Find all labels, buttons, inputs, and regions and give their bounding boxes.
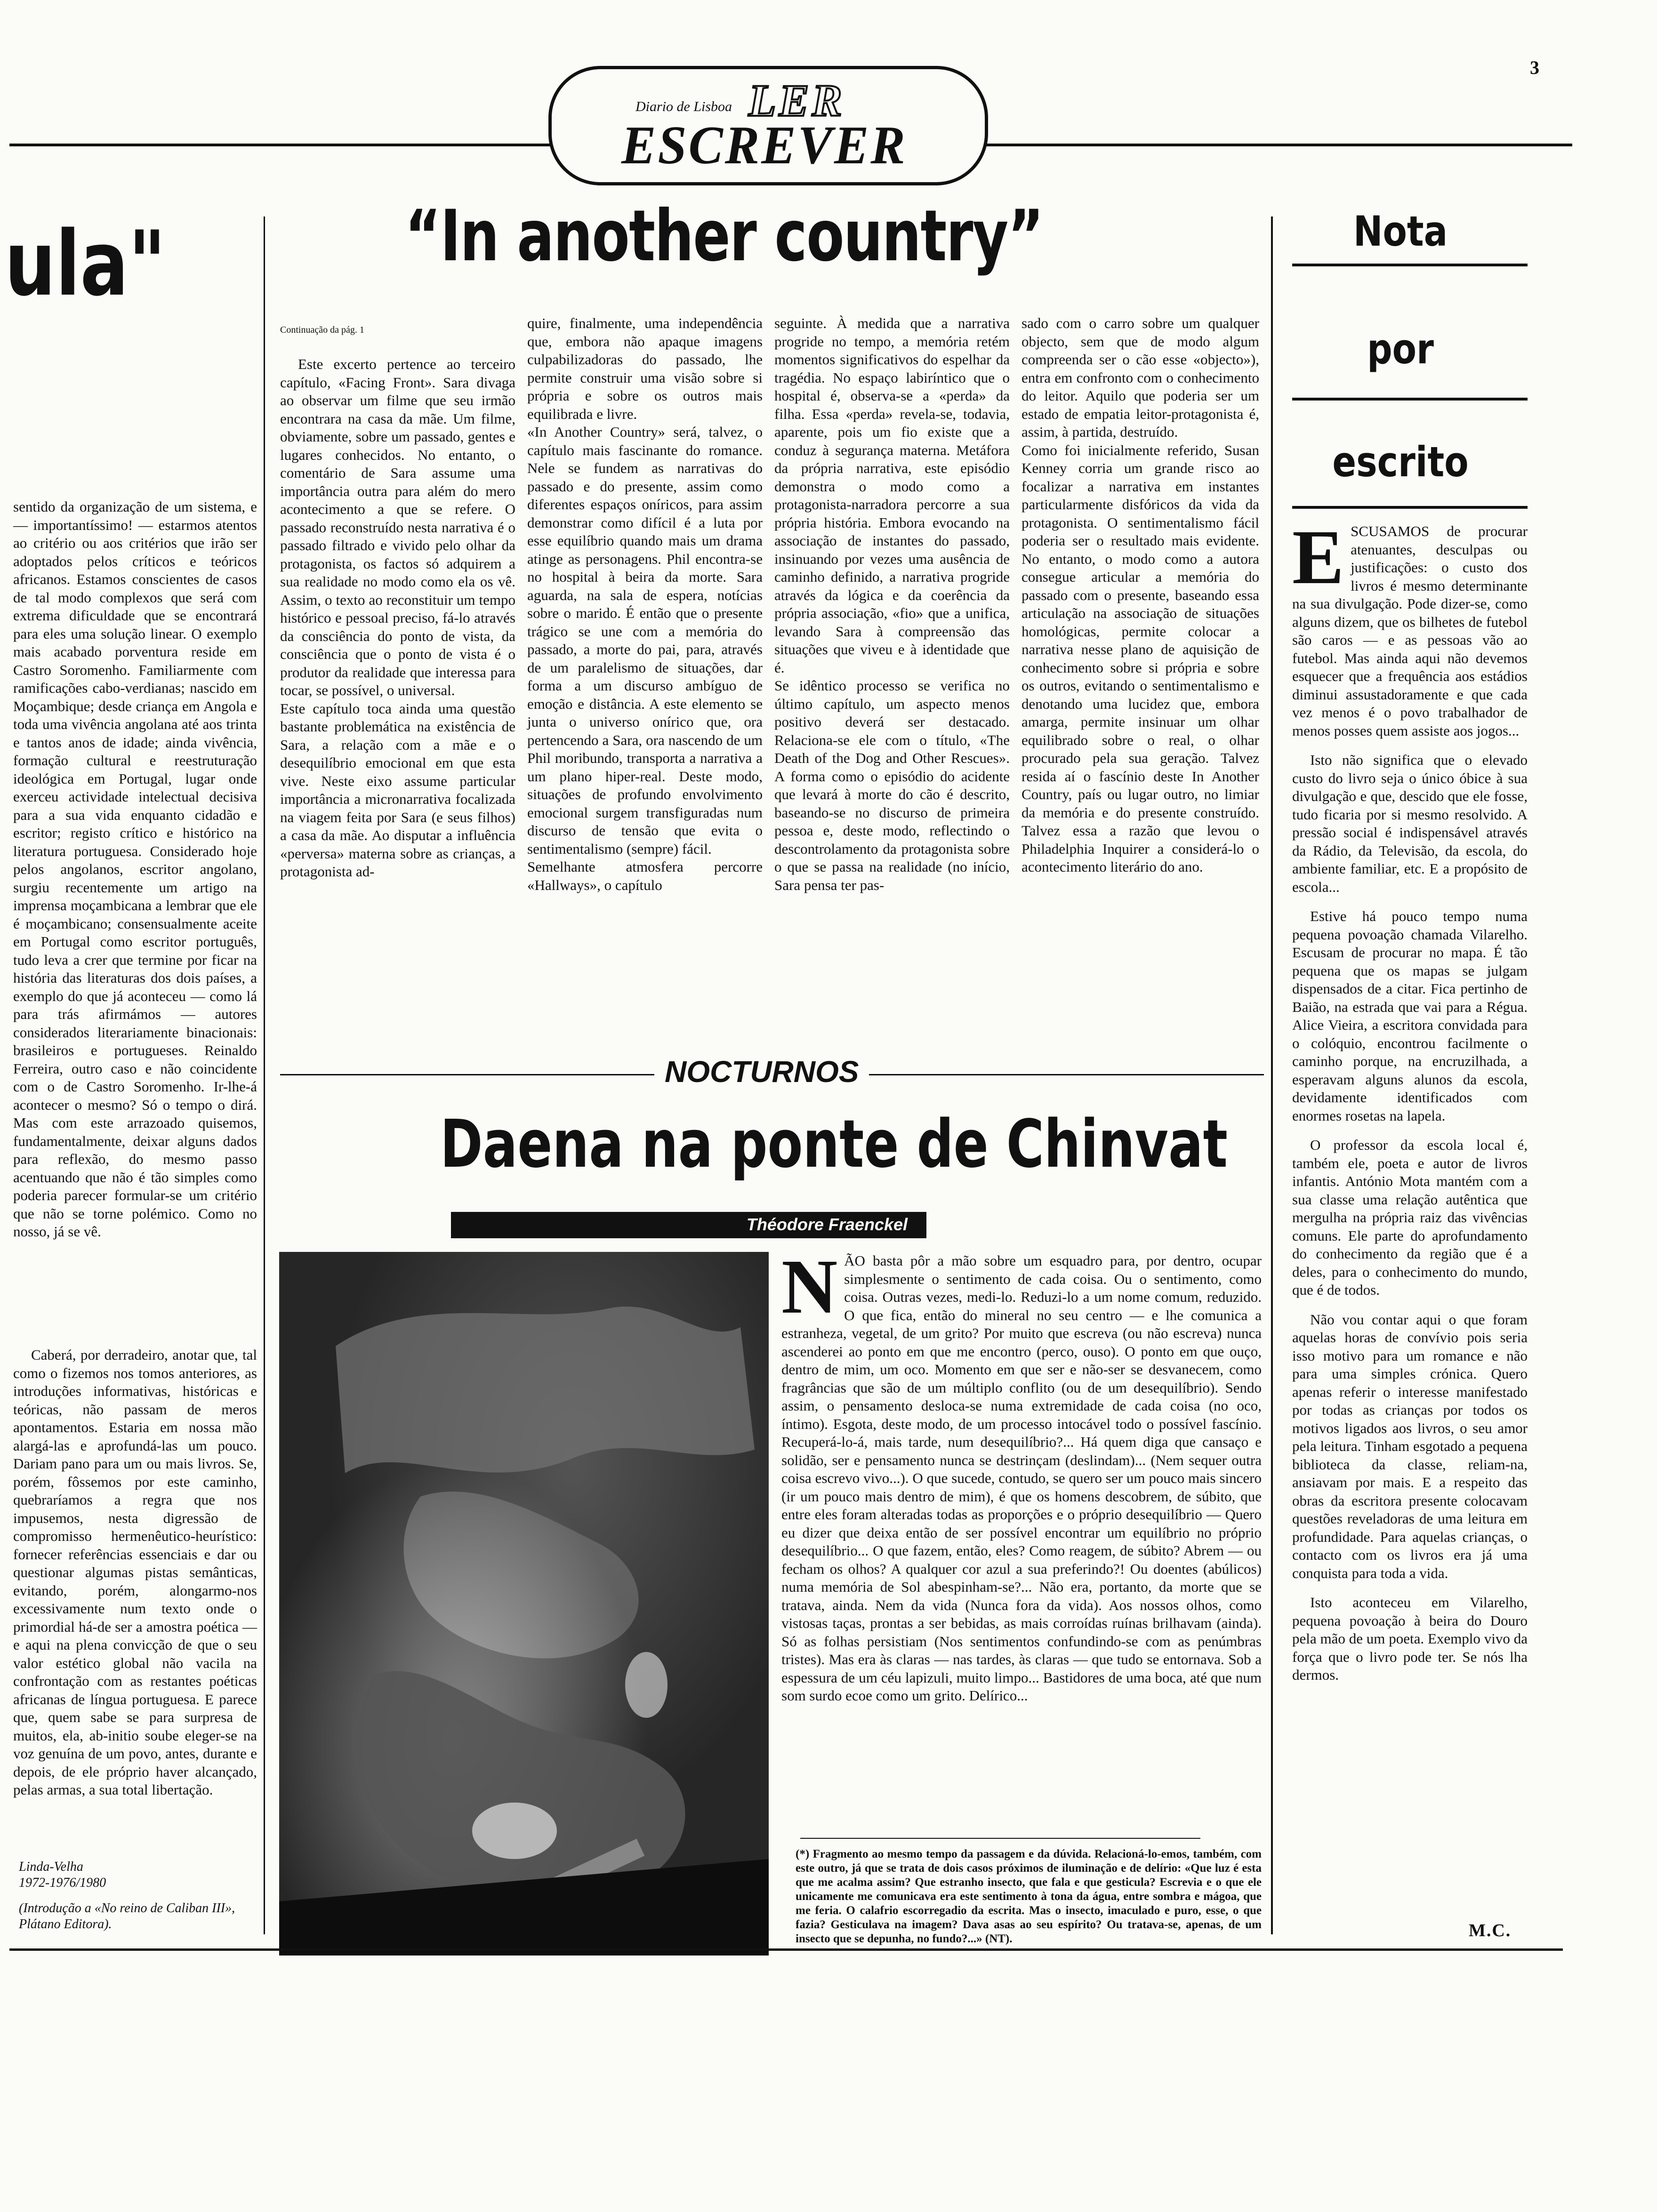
nota-signature: M.C. (1469, 1921, 1512, 1940)
left-article-body-2 (13, 1346, 257, 1845)
main-article-col-1 (280, 355, 515, 1033)
left-article-paragraph: sentido da organização de um sistema, e — importantíssimo! — estarmos atentos ao critério ou aos critérios que irão ser adoptados pelos críticos e teóricos africanos. Estamos conscientes de casos de tal modo complexos que será com extrema dificuldade que se encontrará para eles uma solução linear. O exemplo mais acabado porventura reside em Castro Soromenho. Familiarmente com ramificações cabo-verdianas; nascido em Moçambique; desde criança em Angola e toda uma vivência angolana até aos trinta e tantos anos de idade; ainda vivência, formação cultural e reestruturação ideológica em Portugal, lugar onde exerceu actividade intelectual decisiva para a sua vida enquanto cidadão e escritor; registo crítico e histórico na literatura portuguesa. Considerado hoje pelos angolanos, escritor angolano, surgiu recentemente um artigo na imprensa moçambicana a lembrar que ele é moçambicano; consensualmente aceite em Portugal como escritor português, tudo leva a crer que termine por ficar na história das literaturas dos dois países, a exemplo do que já aconteceu — como lá para trás afirmámos — autores considerados literariamente binacionais: brasileiros e portugueses. Reinaldo Ferreira, outro caso e não coincidente com o de Castro Soromenho. Ir-lhe-á acontecer o mesmo? Só o tempo o dirá. Mas com este arrazoado quisemos, fundamentalmente, deixar alguns dados para reflexão, do mesmo passo acentuando que não é tão simples como poderia parecer formular-se um critério que não se torne polémico. Como no nosso, já se vê. (13, 498, 257, 1240)
nocturnos-body (781, 1243, 1262, 1824)
nota-paragraph: SCUSAMOS de procurar atenuantes, desculpas ou justificações: o custo dos livros é mesmo determinante na sua divulgação. Pode dizer-se, como alguns dizem, que os bilhetes de futebol são caros — e as pessoas vão ao futebol. Mas ainda aqui não devemos esquecer que a frequência aos estádios diminui assustadoramente e que cada vez menos é o povo trabalhador de menos posses quem assiste aos jogos... (1292, 523, 1528, 739)
left-article-place-dates: Linda-Velha 1972-1976/1980 (19, 1859, 106, 1890)
main-article-paragraph: sado com o carro sobre um qualquer objecto, sem que de modo algum compreenda ser o cão esse «objecto»), entra em confronto com o conhecimento do leitor. Aquilo que poderia ser um estado de empatia leitor-protagonista é, assim, à partida, destruído. Como foi inicialmente referido, Susan Kenney corria um grande risco ao focalizar a narrativa em instantes particularmente disfóricos da vida da protagonista. O sentimentalismo fácil poderia ser o resultado mais evidente. No entanto, o modo como a autora consegue articular a memória do passado com o presente, baseando essa articulação na associação de situações homológicas, permite colocar a narrativa nesse plano de aquisição de conhecimento sobre si própria e sobre os outros, evitando o sentimentalismo e denotando uma lucidez que, embora amarga, permite insinuar um olhar equilibrado sobre o real, o olhar procurado pela sua geração. Talvez resida aí o fascínio deste In Another Country, país ou lugar outro, no limiar da memória e do presente construído. Talvez essa a razão que levou o Philadelphia Inquirer a considerá-lo o acontecimento literário do ano. (1022, 315, 1259, 875)
nota-rule (1292, 398, 1528, 401)
masthead-publisher: Diario de Lisboa (635, 99, 732, 114)
nocturnos-dropcap: N (781, 1243, 838, 1330)
main-article-paragraph: Este excerto pertence ao terceiro capítulo, «Facing Front». Sara divaga ao observar um filme que seu irmão encontrara na casa da mãe. Um filme, obviamente, sobre um passado, gentes e lugares conhecidos. No entanto, o comentário de Sara assume uma importância outra para além do mero acontecimento a que se refere. O passado reconstruído nesta narrativa é o passado filtrado e vivido pelo olhar da protagonista, os factos só adquirem a sua realidade no modo como ela os vê. Assim, o texto ao reconstituir um tempo histórico e pessoal preciso, fá-lo através da consciência do ponto de vista, da consciência que o ponto de vista é o produtor da realidade que interessa para tocar, se possível, o universal. Este capítulo toca ainda uma questão bastante problemática na existência de Sara, a relação com a mãe e o desequilíbrio emocional em que esta vive. Neste eixo assume particular importância a micronarrativa focalizada na viagem feita por Sara (e seus filhos) a casa da mãe. Ao disputar a influência «perversa» materna sobre as crianças, a protagonista ad- (280, 356, 515, 880)
nocturnos-title: Daena na ponte de Chinvat (440, 1106, 1228, 1183)
main-article-col-2 (527, 314, 763, 1034)
main-article-col-3 (774, 314, 1010, 1034)
footnote-rule (800, 1838, 1200, 1839)
masthead-word-escrever: ESCREVER (621, 114, 907, 176)
column-rule (264, 216, 265, 1934)
nota-lead (1292, 514, 1528, 740)
nota-title-line-3: escrito (1332, 438, 1469, 486)
nota-rule (1292, 506, 1528, 509)
author-name: Théodore Fraenckel (746, 1215, 908, 1234)
nocturnos-paragraph: ÃO basta pôr a mão sobre um esquadro para, por dentro, ocupar simplesmente o sentimento de cada coisa. Ou o sentimento, como coisa. Outras vezes, medi-lo. Reduzi-lo a um nome comum, reduzido. O que fica, então do mineral no seu centro — e lhe comunica a estranheza, vegetal, de um grito? Por muito que escreva (ou não escreva) nunca ascenderei ao ponto em que me encontro (perco, ouso). O ponto em que ouço, dentro de mim, um oco. Momento em que ser e não-ser se desvanecem, como fragrâncias que são de um múltiplo conflito (ou de um desequilíbrio). Sendo assim, o pensamento desloca-se numa extremidade de cada coisa (no oco, íntimo). Esgota, deste modo, de um processo intocável todo o possível fascínio. Recuperá-lo-á, mais tarde, num desequilíbrio?... Há quem diga que cansaço e solidão, ser e pensamento nunca se destrinçam (deslindam)... (Nem sequer outra coisa escrevo vivo...). O que sucede, contudo, se quero ser um pouco mais sincero (ir um pouco mais dentro de mim), é que os homens descobrem, de súbito, que entre eles foram alteradas todas as proporções e o próprio desequilíbrio — Quero eu dizer que deixa então de ser possível encontrar um equilíbrio no próprio desequilíbrio... O que fazem, então, eles? Como reagem, de súbito? Abrem — ou fecham os olhos? A qualquer cor azul a sua preferindo?! Ou doentes (abúlicos) numa memória de Sol abespinham-se?... Não era, portanto, da morte que se tratava, ainda. Nem da vida (Nunca fora da vida). Aos nossos olhos, como vistosas taças, prontas a ser bebidas, as mais corroídas ruínas brilhavam (ainda). Só as folhas persistiam (Nos sentimentos confundindo-se com as penúmbras tristes). Mas era às claras — nas tardes, às claras — que tudo se entornava. Sob a espessura de um céu lapizuli, muito limpo... Bastidores de uma boca, até que num som surdo ecoe como um grito. Delírico... (781, 1252, 1262, 1704)
left-article-credit: (Introdução a «No reino de Caliban III», Plátano Editora). (19, 1901, 235, 1931)
article-photograph (279, 1252, 769, 1956)
nocturnos-footnote: (*) Fragmento ao mesmo tempo da passagem e da dúvida. Relacioná-lo-emos, também, com este outro, já que se trata de dois casos próximos de iluminação e de delírio: «Que luz é esta que me acalma assim? Que estranho insecto, que fala e que gesticula? Escrevia e o que ele unicamente me comunicava era este sentimento à tona da água, entre sombra e mágoa, que me feria. O calafrio escorregadio da escrita. Mas o insecto, imaculado e puro, esse, o que fazia? Gesticulava na imagem? Dava asas ao seu espírito? Ou tratava-se, apenas, de um insecto que se depunha, no fundo?...» (NT). (796, 1848, 1262, 1945)
masthead-word-ler: LER (748, 75, 845, 126)
nota-title-line-1: Nota (1353, 207, 1448, 256)
left-article-paragraph: Caberá, por derradeiro, anotar que, tal como o fizemos nos tomos anteriores, as introduções informativas, históricas e teóricas, não passam de meros apontamentos. Estaria em nossa mão alargá-las e aprofundá-las um pouco. Dariam pano para um ou mais livros. Se, porém, fôssemos por este caminho, quebraríamos a regra que nos impusemos, nesta digressão de compromisso hermenêutico-heurístico: fornecer referências essenciais e dar ou questionar algumas pistas semânticas, evitando, porém, alongarmo-nos excessivamente num texto onde o primordial há-de ser a amostra poética — e aqui na plena convicção de que o seu valor estético global não vacila na confrontação com as restantes poéticas africanas de língua portuguesa. E parece que, quem sabe se para surpresa de muitos, ela, ab-initio soube eleger-se na voz genuína de um povo, antes, durante e depois, de ele próprio haver alcançado, pelas armas, a sua total libertação. (13, 1346, 257, 1798)
nota-body (1292, 514, 1528, 1915)
nota-paragraph: Isto não significa que o elevado custo do livro seja o único óbice à sua divulgação e que, descido que ele fosse, tudo ficaria por si mesmo resolvido. A pressão social é indispensável através da Rádio, da Televisão, da escola, do ambiente familiar, etc. E a propósito de escola... (1292, 752, 1528, 895)
nota-paragraph: Não vou contar aqui o que foram aquelas horas de convívio pois seria isso motivo para um romance e não para uma simples crónica. Quero apenas referir o interesse manifestado por todas as crianças por todos os motivos ligados aos livros, o seu amor pela leitura. Tinham esgotado a pequena biblioteca da classe, reliam-na, ansiavam por mais. E a respeito das obras da escritora presente colocavam questões reveladoras de uma leitura em profundidade. Para aquelas crianças, o contacto com os livros era já uma conquista para toda a vida. (1292, 1311, 1528, 1581)
nota-dropcap: E (1292, 514, 1344, 600)
photo-illustration (279, 1252, 769, 1956)
main-article-paragraph: seguinte. À medida que a narrativa progride no tempo, a memória retém momentos significativos do espelhar da tragédia. No espaço labiríntico que o hospital é, observa-se a «perda» da filha. Essa «perda» revela-se, todavia, aparente, pois um fio existe que a conduz à segurança materna. Metáfora da própria narrativa, este episódio demonstra o modo como a protagonista-narradora percorre a sua própria história. Embora evocando na associação de instantes do passado, insinuando por vezes uma ausência de caminho definido, a narrativa progride através da lógica e da coerência da própria associação, «fio» que a unifica, levando Sara à compreensão das situações que viveu e à identidade que é. Se idêntico processo se verifica no último capítulo, um aspecto menos positivo deverá ser destacado. Relaciona-se ele com o título, «The Death of the Dog and Other Rescues». A forma como o episódio do acidente que levará à morte do cão é descrito, baseando-se no discurso de primeira pessoa e, deste modo, reflectindo o descontrolamento da protagonista sobre o que se passa na realidade (no início, Sara pensa ter pas- (774, 315, 1010, 893)
section-label: NOCTURNOS (654, 1054, 869, 1089)
page-number: 3 (1530, 57, 1539, 78)
left-article-body (13, 498, 257, 1336)
main-article-title: “In another country” (405, 195, 1044, 277)
main-article-col-4 (1022, 314, 1259, 1034)
nota-paragraph: Isto aconteceu em Vilarelho, pequena povoação à beira do Douro pela mão de um poeta. Exemplo vivo da força que o livro pode ter. Se nós lha dermos. (1292, 1594, 1528, 1683)
author-bar (451, 1212, 926, 1238)
main-article-paragraph: quire, finalmente, uma independência que, embora não apaque imagens culpabilizadoras do passado, lhe permite construir uma visão sobre si própria e sobre os outros mais equilibrada e livre. «In Another Country» será, talvez, o capítulo mais fascinante do romance. Nele se fundem as narrativas do passado e do presente, assim como diferentes espaços oníricos, para assim demonstrar como difícil é a luta por esse equilíbrio quando mais um drama atinge as personagens. Phil encontra-se no hospital à beira da morte. Sara aguarda, na sala de espera, notícias sobre o marido. É então que o presente trágico se une com a memória do passado, a morte do pai, para, através de um paralelismo de situações, dar forma a um discurso ambíguo de emoção e distância. A este elemento se junta o universo onírico que, ora pertencendo a Sara, ora nascendo de um Phil moribundo, transporta a narrativa a um plano hiper-real. Deste modo, situações de profundo envolvimento emocional surgem transfiguradas num discurso de tensão que evita o sentimentalismo (sempre) fácil. Semelhante atmosfera percorre «Hallways», o capítulo (527, 315, 763, 893)
column-rule (1271, 216, 1273, 1934)
continuation-note: Continuação da pág. 1 (280, 325, 364, 335)
nota-paragraph: Estive há pouco tempo numa pequena povoação chamada Vilarelho. Escusam de procurar no mapa. É tão pequena que os mapas se julgam dispensados de a citar. Fica pertinho de Baião, na estrada que vai para a Régua. Alice Vieira, a escritora convidada para o colóquio, encontrou facilmente o caminho porque, na encruzilhada, a esperavam alguns alunos da escola, devidamente identificados com enormes rosetas na lapela. (1292, 908, 1528, 1124)
nota-paragraph: O professor da escola local é, também ele, poeta e autor de livros infantis. António Mota mantém com a sua classe uma relação autêntica que mergulha na própria raiz das vivências comuns. Ele parte do aprofundamento do conhecimento da região que é a deles, para o conhecimento do mundo, que é de todos. (1292, 1137, 1528, 1298)
bottom-rule (9, 1948, 1563, 1951)
nota-rule (1292, 264, 1528, 266)
nota-title-line-2: por (1367, 325, 1434, 373)
left-article-title: ula" (5, 212, 166, 316)
